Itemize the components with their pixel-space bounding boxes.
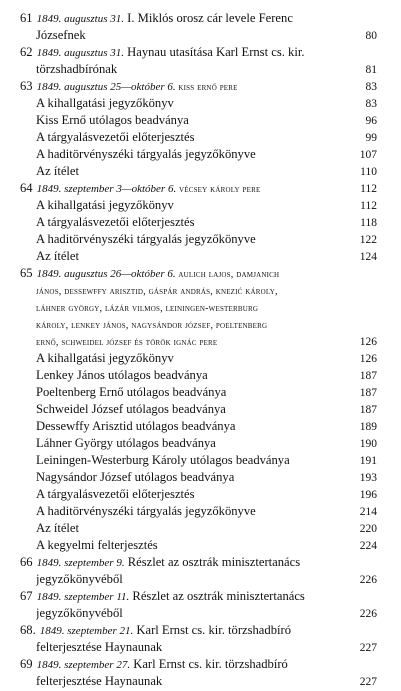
entry-text (36, 435, 343, 452)
entry-date: 1849. szeptember 3—október 6. (36, 183, 177, 195)
entry-text (20, 588, 343, 606)
entry-text (36, 537, 343, 554)
toc-subentry (20, 231, 377, 248)
entry-text (20, 10, 343, 28)
page-number: 224 (359, 540, 377, 552)
page-number: 190 (359, 438, 377, 450)
toc-entry-continuation (20, 571, 377, 588)
entry-trial-title: vécsey károly pere (176, 184, 261, 195)
entry-title: jegyzőkönyvéből (36, 606, 123, 620)
entry-date: 1849. augusztus 31. (36, 47, 124, 59)
entry-title: A kihallgatási jegyzőkönyv (36, 351, 174, 365)
entry-title: I. Miklós orosz cár levele Ferenc (124, 11, 293, 25)
toc-subentry (20, 469, 377, 486)
entry-title: Karl Ernst cs. kir. törzshadbíró (133, 623, 291, 637)
entry-text (20, 622, 343, 640)
toc-subentry (20, 418, 377, 435)
entry-date: 1849. szeptember 11. (36, 591, 130, 603)
entry-number: 62 (20, 45, 33, 59)
entry-text (36, 571, 343, 588)
toc-entry (20, 622, 377, 639)
entry-text (36, 146, 343, 163)
page-number: 187 (359, 387, 377, 399)
entry-title: Leiningen-Westerburg Károly utólagos beadványa (36, 453, 290, 467)
entry-text (36, 316, 343, 334)
entry-text (36, 401, 343, 418)
entry-title: Kiss Ernő utólagos beadványa (36, 113, 189, 127)
entry-title: Lenkey János utólagos beadványa (36, 368, 208, 382)
entry-text (36, 486, 343, 503)
toc-subentry (20, 146, 377, 163)
entry-text (36, 163, 343, 180)
toc-entry-continuation (20, 673, 377, 690)
toc-subentry (20, 367, 377, 384)
toc-subentry (20, 486, 377, 503)
toc-entry-continuation (20, 316, 377, 333)
entry-number: 69 (20, 657, 33, 671)
entry-date: 1849. szeptember 27. (36, 659, 131, 671)
entry-title: A tárgyalásvezetői előterjesztés (36, 215, 195, 229)
entry-trial-title: ernő, schweidel józsef és török ignác pere (36, 337, 218, 348)
entry-title: A haditörvényszéki tárgyalás jegyzőkönyve (36, 504, 256, 518)
entry-number: 66 (20, 555, 33, 569)
entry-text (36, 214, 343, 231)
entry-text (20, 44, 343, 62)
toc-entry (20, 265, 377, 282)
page-number: 226 (359, 574, 377, 586)
entry-text (36, 282, 343, 300)
toc-subentry (20, 401, 377, 418)
toc-entry (20, 78, 377, 95)
entry-number: 63 (20, 79, 33, 93)
entry-text (36, 503, 343, 520)
entry-date: 1849. augusztus 25—október 6. (36, 81, 176, 93)
entry-text (36, 520, 343, 537)
entry-title: Haynau utasítása Karl Ernst cs. kir. (124, 45, 305, 59)
entry-date: 1849. szeptember 9. (36, 557, 125, 569)
toc-entry (20, 588, 377, 605)
entry-number: 65 (20, 266, 33, 280)
toc-entry-continuation (20, 282, 377, 299)
entry-number: 68. (20, 623, 36, 637)
toc-entry (20, 554, 377, 571)
entry-title: A tárgyalásvezetői előterjesztés (36, 130, 195, 144)
toc-entry (20, 10, 377, 27)
entry-date: 1849. augusztus 26—október 6. (36, 268, 176, 280)
entry-title: Az ítélet (36, 164, 80, 178)
toc-subentry (20, 350, 377, 367)
toc-entry-continuation (20, 299, 377, 316)
entry-number: 64 (20, 181, 33, 195)
toc-entry-continuation (20, 333, 377, 350)
page-number: 96 (365, 115, 377, 127)
entry-title: Józsefnek (36, 28, 86, 42)
page-number: 189 (359, 421, 377, 433)
toc-subentry (20, 520, 377, 537)
entry-text (36, 384, 343, 401)
toc-subentry (20, 129, 377, 146)
entry-text (36, 299, 343, 317)
toc-subentry (20, 95, 377, 112)
entry-date: 1849. szeptember 21. (39, 625, 134, 637)
toc-subentry (20, 163, 377, 180)
page-number: 220 (359, 523, 377, 535)
entry-number: 61 (20, 11, 33, 25)
entry-title: Dessewffy Arisztid utólagos beadványa (36, 419, 236, 433)
page-number: 227 (359, 642, 377, 654)
page-number: 187 (359, 404, 377, 416)
entry-title: Az ítélet (36, 521, 80, 535)
toc-entry (20, 44, 377, 61)
entry-text (36, 95, 343, 112)
toc-entry-continuation (20, 27, 377, 44)
entry-title: Láhner György utólagos beadványa (36, 436, 216, 450)
entry-title: Az ítélet (36, 249, 80, 263)
entry-title: felterjesztése Haynaunak (36, 640, 163, 654)
toc-entry-continuation (20, 639, 377, 656)
page-number: 126 (359, 336, 377, 348)
entry-title: A kegyelmi felterjesztés (36, 538, 158, 552)
entry-number: 67 (20, 589, 33, 603)
entry-trial-title: jános, dessewffy arisztid, gáspár andrás, knezić károly, (36, 286, 278, 297)
page-number: 99 (365, 132, 377, 144)
entry-text (36, 112, 343, 129)
toc-subentry (20, 435, 377, 452)
entry-text (36, 197, 343, 214)
entry-text (36, 61, 343, 78)
entry-text (36, 367, 343, 384)
entry-trial-title: aulich lajos, damjanich (175, 269, 280, 280)
page-number: 110 (360, 166, 377, 178)
entry-title: Nagysándor József utólagos beadványa (36, 470, 235, 484)
entry-text (20, 180, 343, 198)
entry-title: Részlet az osztrák minisztertanács (129, 589, 305, 603)
entry-text (36, 673, 343, 690)
entry-text (36, 129, 343, 146)
toc-entry (20, 180, 377, 197)
entry-text (20, 78, 343, 96)
page-number: 83 (365, 81, 377, 93)
toc-subentry (20, 248, 377, 265)
entry-text (36, 418, 343, 435)
entry-text (36, 350, 343, 367)
page-number: 124 (359, 251, 377, 263)
entry-title: felterjesztése Haynaunak (36, 674, 163, 688)
entry-title: jegyzőkönyvéből (36, 572, 123, 586)
entry-text (36, 231, 343, 248)
entry-title: A kihallgatási jegyzőkönyv (36, 198, 174, 212)
page-number: 118 (360, 217, 377, 229)
page-number: 214 (359, 506, 377, 518)
toc-subentry (20, 112, 377, 129)
page-number: 126 (359, 353, 377, 365)
entry-title: Részlet az osztrák minisztertanács (124, 555, 301, 569)
toc-entry-continuation (20, 605, 377, 622)
entry-title: A tárgyalásvezetői előterjesztés (36, 487, 195, 501)
page-number: 193 (359, 472, 377, 484)
page-number: 83 (365, 98, 377, 110)
page-number: 122 (359, 234, 377, 246)
entry-trial-title: láhner györgy, lázár vilmos, leiningen-westerburg (36, 303, 259, 314)
entry-text (20, 554, 343, 572)
entry-title: törzshadbírónak (36, 62, 118, 76)
page-number: 187 (359, 370, 377, 382)
toc-subentry (20, 503, 377, 520)
entry-text (20, 656, 343, 674)
entry-title: Schweidel József utólagos beadványa (36, 402, 226, 416)
page-number: 107 (359, 149, 377, 161)
toc-subentry (20, 452, 377, 469)
page-number: 227 (359, 676, 377, 688)
entry-text (20, 265, 343, 283)
page-number: 191 (359, 455, 377, 467)
entry-text (36, 452, 343, 469)
page-number: 81 (365, 64, 377, 76)
entry-title: Poeltenberg Ernő utólagos beadványa (36, 385, 227, 399)
toc-subentry (20, 197, 377, 214)
toc-subentry (20, 214, 377, 231)
page-number: 112 (360, 200, 377, 212)
entry-text (36, 333, 343, 351)
entry-text (36, 469, 343, 486)
page-number: 196 (359, 489, 377, 501)
entry-title: Karl Ernst cs. kir. törzshadbíró (130, 657, 288, 671)
entry-title: A haditörvényszéki tárgyalás jegyzőkönyve (36, 147, 256, 161)
entry-text (36, 248, 343, 265)
entry-title: A kihallgatási jegyzőkönyv (36, 96, 174, 110)
entry-trial-title: kiss ernő pere (175, 82, 238, 93)
page-number: 226 (359, 608, 377, 620)
page-number: 112 (360, 183, 377, 195)
page-number: 80 (365, 30, 377, 42)
entry-text (36, 605, 343, 622)
toc-subentry (20, 384, 377, 401)
entry-trial-title: károly, lenkey jános, nagysándor józsef, poeltenberg (36, 320, 268, 331)
entry-date: 1849. augusztus 31. (36, 13, 124, 25)
entry-text (36, 27, 343, 44)
toc-entry-continuation (20, 61, 377, 78)
toc-subentry (20, 537, 377, 554)
entry-text (36, 639, 343, 656)
entry-title: A haditörvényszéki tárgyalás jegyzőkönyve (36, 232, 256, 246)
